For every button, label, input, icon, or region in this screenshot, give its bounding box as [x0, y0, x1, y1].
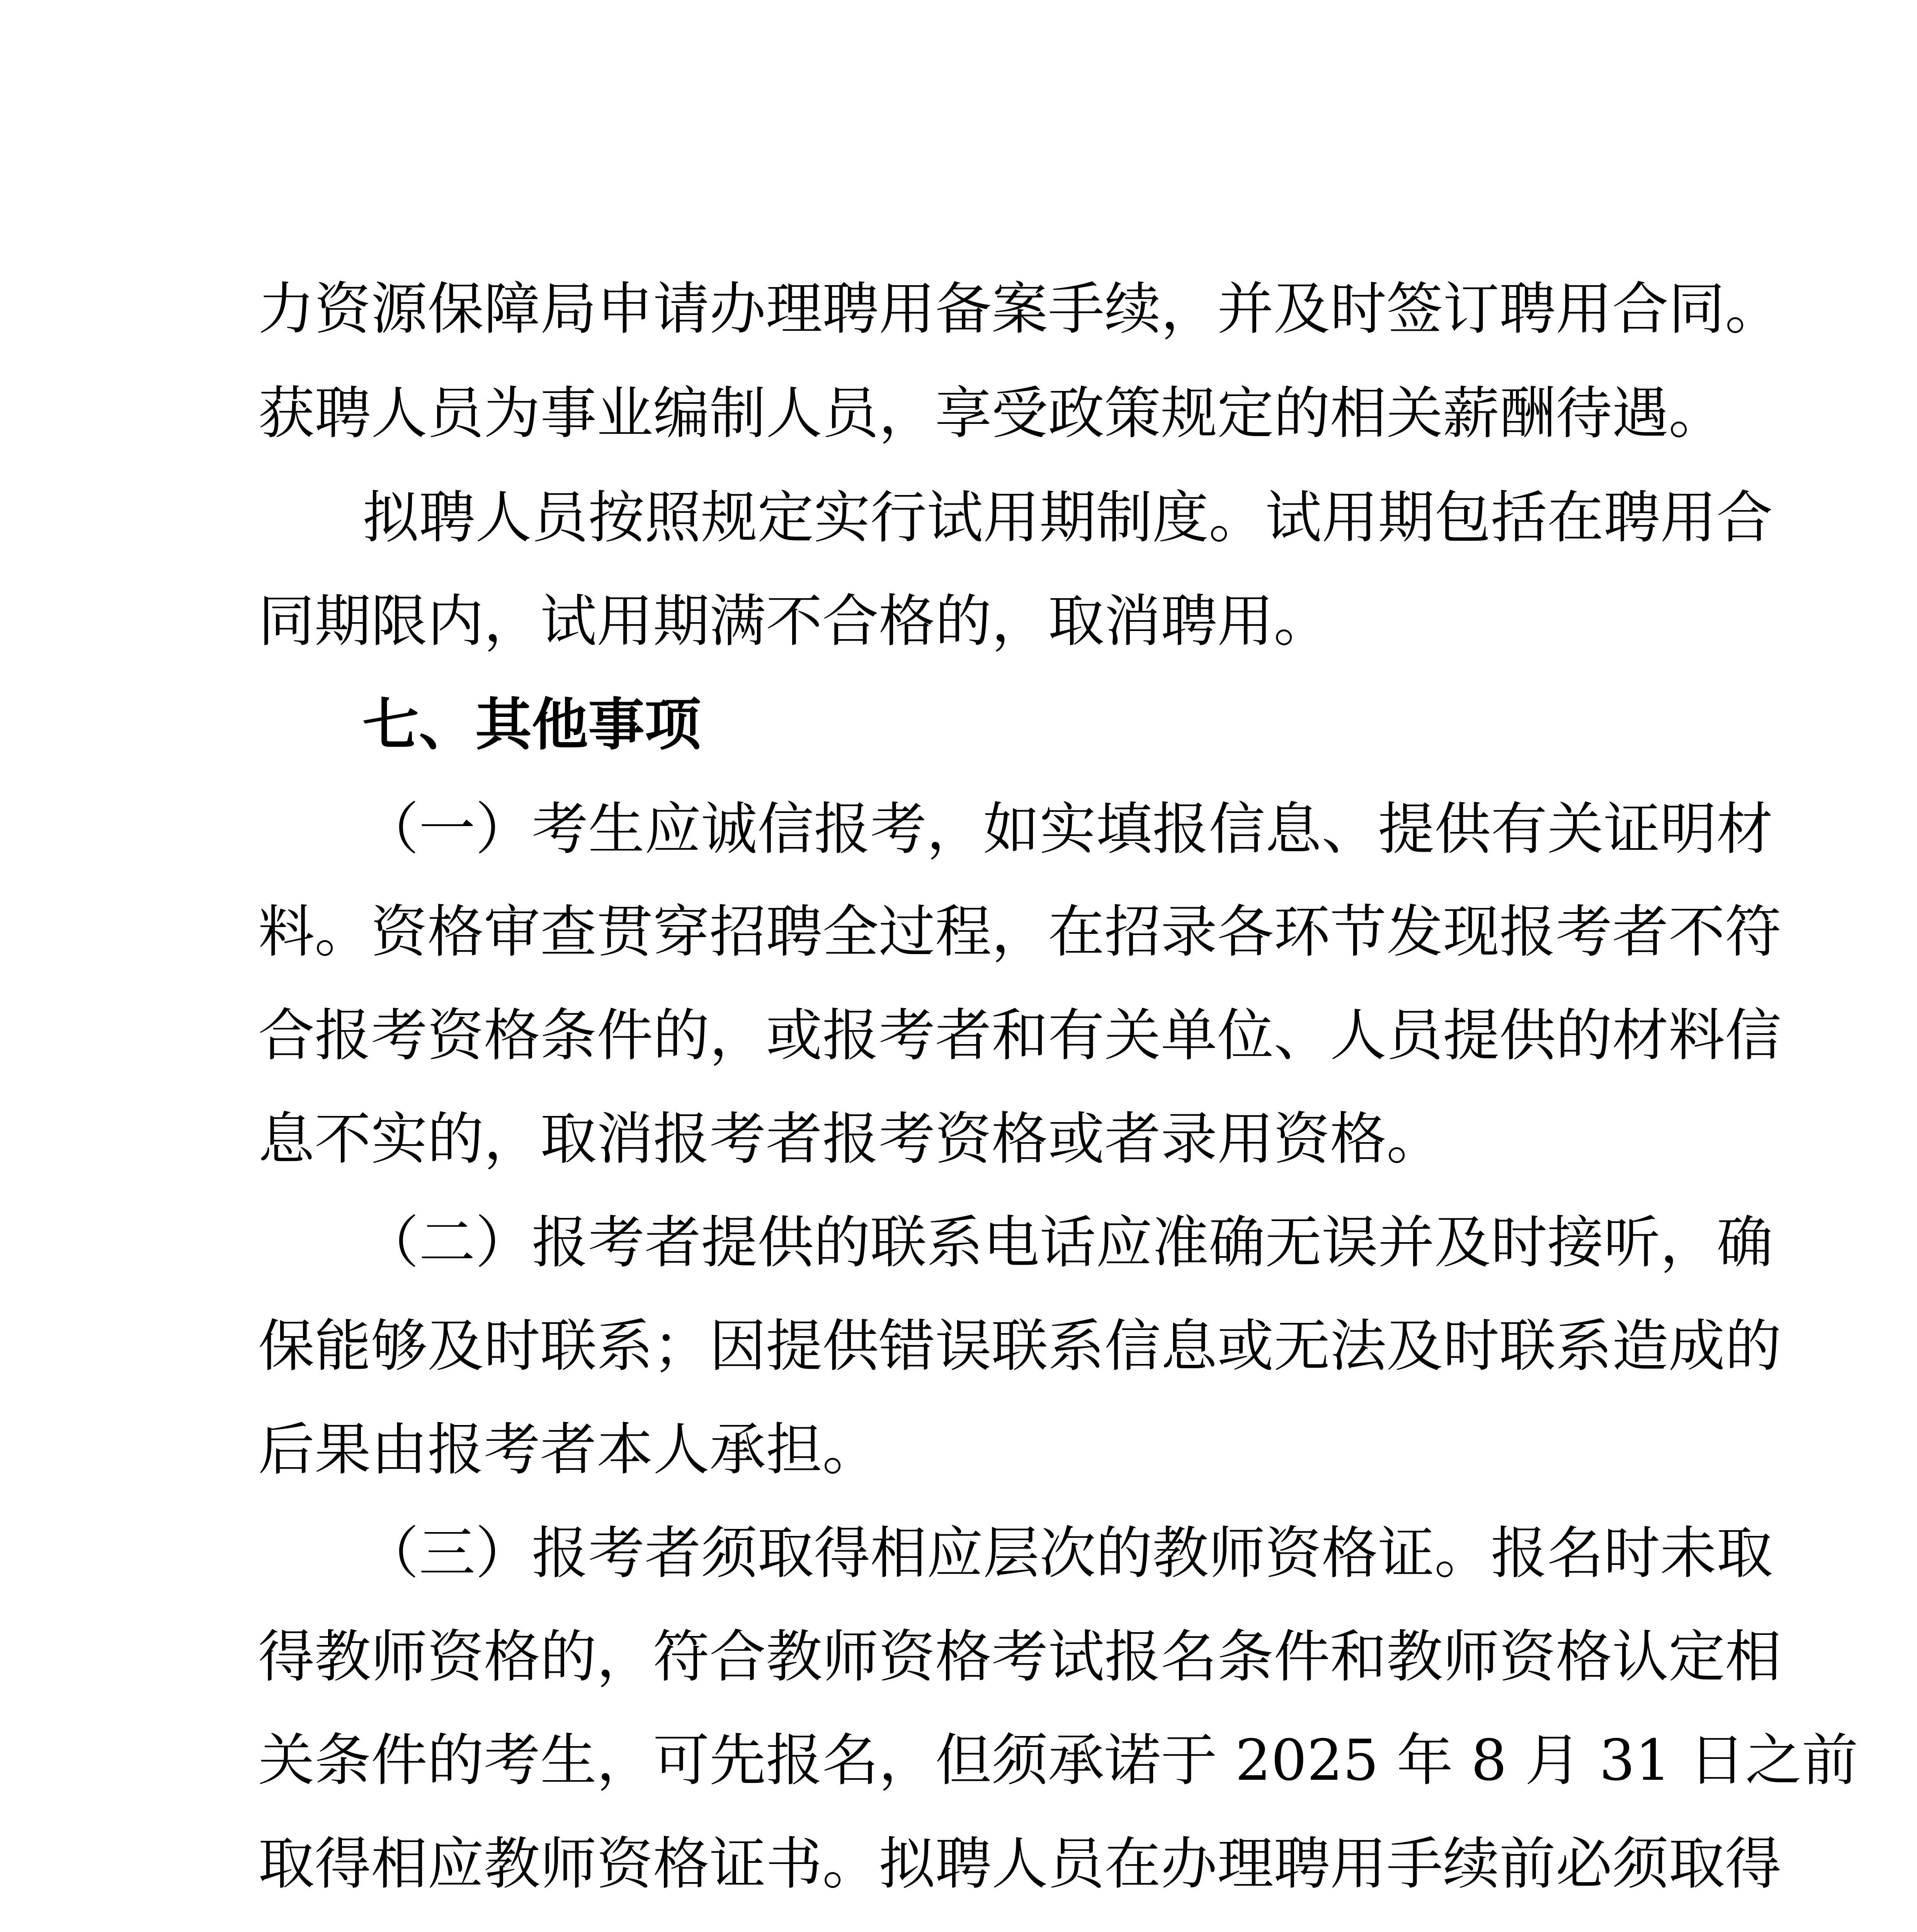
paragraph-line: （一）考生应诚信报考，如实填报信息、提供有关证明材	[362, 796, 1773, 862]
paragraph-line: 保能够及时联系；因提供错误联系信息或无法及时联系造成的	[258, 1313, 1781, 1379]
paragraph-line: 同期限内，试用期满不合格的，取消聘用。	[258, 588, 1330, 654]
section-heading: 七、其他事项	[362, 692, 701, 758]
paragraph-line: 合报考资格条件的，或报考者和有关单位、人员提供的材料信	[258, 1003, 1781, 1068]
paragraph-line: 得教师资格的，符合教师资格考试报名条件和教师资格认定相	[258, 1624, 1781, 1690]
paragraph-line: 料。资格审查贯穿招聘全过程，在招录各环节发现报考者不符	[258, 899, 1781, 965]
paragraph-line	[258, 1929, 1661, 1932]
paragraph-line: （三）报考者须取得相应层次的教师资格证。报名时未取	[362, 1520, 1773, 1586]
paragraph-line: 获聘人员为事业编制人员，享受政策规定的相关薪酬待遇。	[258, 381, 1725, 446]
paragraph-line: （二）报考者提供的联系电话应准确无误并及时接听，确	[362, 1210, 1773, 1276]
paragraph-line: 关条件的考生，可先报名，但须承诺于 2025 年 8 月 31 日之前	[258, 1728, 1858, 1793]
paragraph-line: 取得相应教师资格证书。拟聘人员在办理聘用手续前必须取得	[258, 1831, 1781, 1897]
paragraph-line: 拟聘人员按照规定实行试用期制度。试用期包括在聘用合	[362, 485, 1773, 551]
paragraph-line: 息不实的，取消报考者报考资格或者录用资格。	[258, 1106, 1443, 1172]
paragraph-line: 力资源保障局申请办理聘用备案手续，并及时签订聘用合同。	[258, 276, 1781, 342]
paragraph-line: 后果由报考者本人承担。	[258, 1417, 879, 1483]
